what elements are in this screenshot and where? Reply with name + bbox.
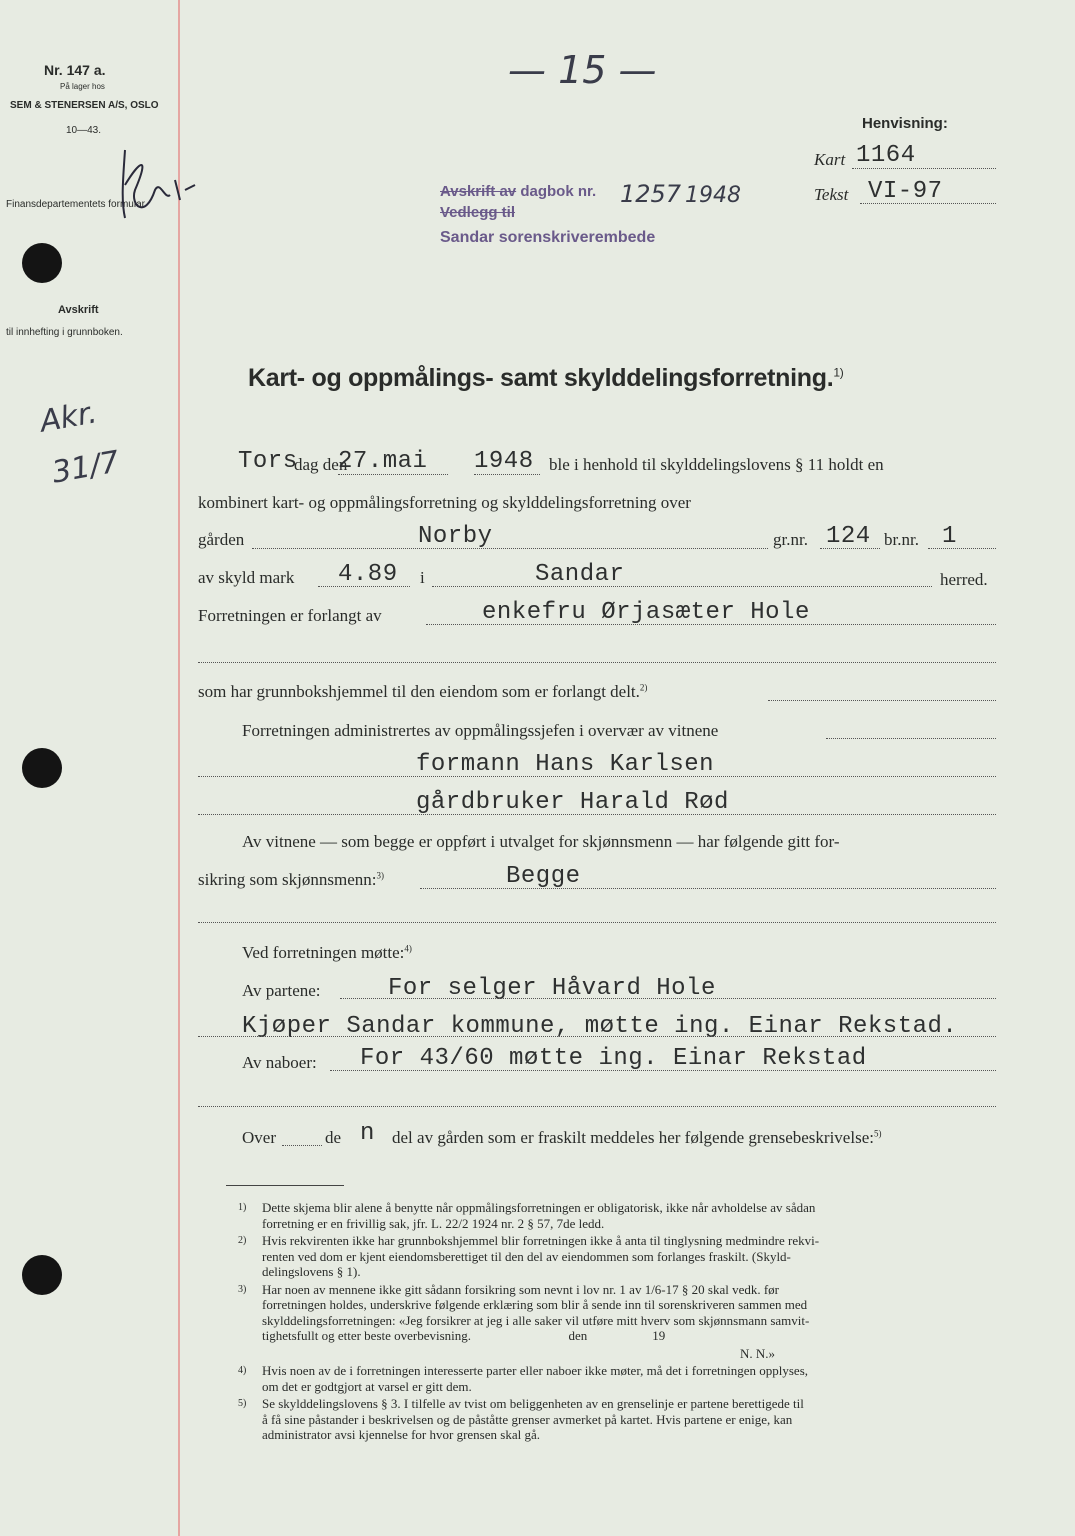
brnr-dots: [928, 548, 996, 549]
witness-1: formann Hans Karlsen: [416, 751, 715, 778]
margin-note: Akr.: [37, 395, 100, 440]
witness2-dots: [198, 814, 996, 815]
witness-2: gårdbruker Harald Rød: [416, 789, 729, 816]
blank-dots-3: [198, 1106, 996, 1107]
kart-label: Kart: [814, 150, 846, 169]
vitner-dots: [420, 888, 996, 889]
margin-note: 31/7: [49, 444, 122, 491]
footnote-line: delingslovens § 1).: [262, 1264, 361, 1279]
partene-value: For selger Håvard Hole: [388, 975, 716, 1002]
partene-label: Av partene:: [242, 981, 321, 1000]
print-date: 10—43.: [66, 125, 102, 136]
herred-value: Sandar: [535, 561, 625, 588]
herred-dots: [432, 586, 932, 587]
avskrift-label: Avskrift: [58, 304, 99, 316]
punch-hole: [22, 243, 62, 283]
avskrift-sub: til innhefting i grunnboken.: [6, 327, 123, 338]
footnote-line: Dette skjema blir alene å benytte når oppmålingsforretningen er obligatorisk, ikke når avholdelse av sådan: [262, 1200, 816, 1215]
date-dots: [338, 474, 448, 475]
footnote-number: 4): [238, 1365, 247, 1376]
footnote-number: 3): [238, 1283, 247, 1295]
footnote-line: forretningen holdes, underskrive følgende erklæring som blir å sende inn til sorenskriveren sammen med: [262, 1297, 808, 1312]
brnr-value: 1: [942, 523, 957, 550]
stamp-journal: 1257: [620, 180, 682, 208]
footnote-line: tighetsfullt og etter beste overbevisning. den 19: [262, 1328, 666, 1343]
printer-name: SEM & STENERSEN A/S, OSLO: [10, 100, 159, 111]
footnote-line: administrator avsi kjennelse for hvor grensen skal gå.: [262, 1427, 540, 1442]
skyld-value: 4.89: [338, 561, 398, 588]
footnotes: [0, 1200, 1075, 1440]
footnote-line: om det er godtgjort at varsel er gitt dem.: [262, 1378, 472, 1394]
vitner-content: sikring som skjønnsmenn:: [198, 870, 377, 889]
naboer-value: For 43/60 møtte ing. Einar Rekstad: [360, 1045, 867, 1072]
witness1-dots: [198, 776, 996, 777]
year-value: 1948: [474, 448, 534, 475]
grnr-dots: [820, 548, 880, 549]
mote-label: [242, 943, 412, 963]
date-value: 27.mai: [338, 448, 428, 475]
naboer-dots: [330, 1070, 996, 1071]
partene-dots: [340, 998, 996, 999]
grnr-value: 124: [826, 523, 871, 550]
footnote-line: skylddelingsforretningen: «Jeg forsikrer at jeg i alle saker vil utføre mitt hverv som skjønnsmann samvit-: [262, 1312, 810, 1328]
printer-line: På lager hos: [60, 82, 105, 91]
footnote-number: 2): [238, 1235, 247, 1246]
footnote-line: å få sine påstander i beskrivelsen og de påståtte grenser avmerket på kartet. Hvis partene er enige, kan: [262, 1411, 793, 1427]
kart-value: 1164: [856, 142, 916, 169]
n-value: n: [360, 1120, 375, 1147]
garden-dots: [252, 548, 768, 549]
vitner-note: 3): [376, 870, 385, 881]
reference-label: Henvisning:: [862, 115, 948, 132]
stamp-struck-2: Vedlegg til: [440, 204, 516, 221]
de-label: de: [325, 1128, 342, 1147]
mote-text: Ved forretningen møtte:: [242, 943, 405, 962]
vitner-value: Begge: [506, 863, 581, 890]
footnote-rule: [226, 1185, 344, 1186]
stamp-year: 1948: [685, 183, 741, 208]
kart-dots: [852, 168, 996, 169]
day-suffix: dag den: [294, 455, 348, 474]
admin-text: Forretningen administrertes av oppmålingssjefen i overvær av vitnene: [242, 721, 719, 740]
intro-line2: kombinert kart- og oppmålingsforretning og skylddelingsforretning over: [198, 493, 691, 512]
day-prefix: Tors: [238, 448, 298, 475]
footnote-number: 5): [238, 1398, 247, 1409]
hjemmel-dots: [768, 700, 996, 701]
footnote-number: 1): [238, 1202, 247, 1213]
stamp-struck: Avskrift av: [440, 183, 517, 200]
footnote-line: Hvis rekvirenten ikke har grunnbokshjemmel blir forretningen ikke å anta til tinglysning medmindre rekvi-: [262, 1233, 820, 1248]
admin-dots: [826, 738, 996, 739]
vitner-text2: [198, 870, 384, 890]
approval-text: Finansdepartementets formular: [6, 199, 145, 210]
requested-label: Forretningen er forlangt av: [198, 606, 382, 625]
kjoper-dots: [198, 1036, 996, 1037]
skyld-dots: [318, 586, 410, 587]
over-content: del av gården som er fraskilt meddeles her følgende grensebeskrivelse:: [392, 1128, 874, 1147]
page-number: — 15 —: [508, 48, 657, 92]
footnote-line: forretning er en frivillig sak, jfr. L. 22/2 1924 nr. 2 § 57, 7de ledd.: [262, 1215, 605, 1231]
hjemmel-note: 2): [639, 682, 648, 693]
hjemmel-text: [198, 682, 647, 702]
requested-value: enkefru Ørjasæter Hole: [482, 599, 810, 626]
signature-icon: [95, 140, 205, 230]
footnote-line: Hvis noen av de i forretningen interesserte parter eller naboer ikke møter, må det i forretningen opplyses,: [262, 1363, 809, 1378]
hjemmel-content: som har grunnbokshjemmel til den eiendom som er forlangt delt.: [198, 682, 640, 701]
footnote-line: renten ved dom er kjent eiendomsberettiget til den del av eiendommen som forlanges fraskilt. (Skyld-: [262, 1248, 791, 1264]
skyld-label: av skyld mark: [198, 568, 295, 587]
kjoper-value: Kjøper Sandar kommune, møtte ing. Einar Rekstad.: [242, 1013, 958, 1040]
stamp-text: dagbok nr.: [520, 183, 597, 200]
herred-label: herred.: [940, 570, 988, 589]
year-dots: [474, 474, 540, 475]
form-number: Nr. 147 a.: [44, 62, 106, 78]
mote-note: 4): [404, 943, 412, 954]
over-label: Over: [242, 1128, 276, 1147]
vitner-text: Av vitnene — som begge er oppført i utvalget for skjønnsmenn — har følgende gitt for-: [242, 832, 840, 851]
intro-text: ble i henhold til skylddelingslovens § 11 holdt en: [549, 455, 884, 474]
document-title: [248, 364, 843, 393]
title-note: 1): [833, 365, 844, 380]
footnote-line: Se skylddelingslovens § 3. I tilfelle av tvist om beliggenheten av en grenselinje er partene berettigede til: [262, 1396, 804, 1411]
tekst-dots: [860, 203, 996, 204]
blank-dots: [198, 662, 996, 663]
requested-dots: [426, 624, 996, 625]
footnote-line: Har noen av mennene ikke gitt sådann forsikring som nevnt i lov nr. 1 av 1/6-17 § 20 skal vedk. før: [262, 1281, 780, 1297]
tekst-label: Tekst: [814, 185, 849, 204]
stamp-office: Sandar sorenskriverembede: [440, 229, 656, 246]
grnr-label: gr.nr.: [773, 530, 808, 549]
garden-value: Norby: [418, 523, 493, 550]
i-label: i: [420, 568, 425, 587]
blank-dots-2: [198, 922, 996, 923]
tekst-value: VI-97: [868, 178, 943, 205]
title-text: Kart- og oppmålings- samt skylddelingsforretning.: [248, 364, 834, 392]
naboer-label: Av naboer:: [242, 1053, 317, 1072]
footnote-line: N. N.»: [740, 1345, 776, 1361]
over-rest: [392, 1128, 881, 1148]
over-dots: [282, 1145, 322, 1146]
garden-label: gården: [198, 530, 245, 549]
brnr-label: br.nr.: [884, 530, 919, 549]
over-note: 5): [873, 1128, 882, 1139]
punch-hole: [22, 748, 62, 788]
